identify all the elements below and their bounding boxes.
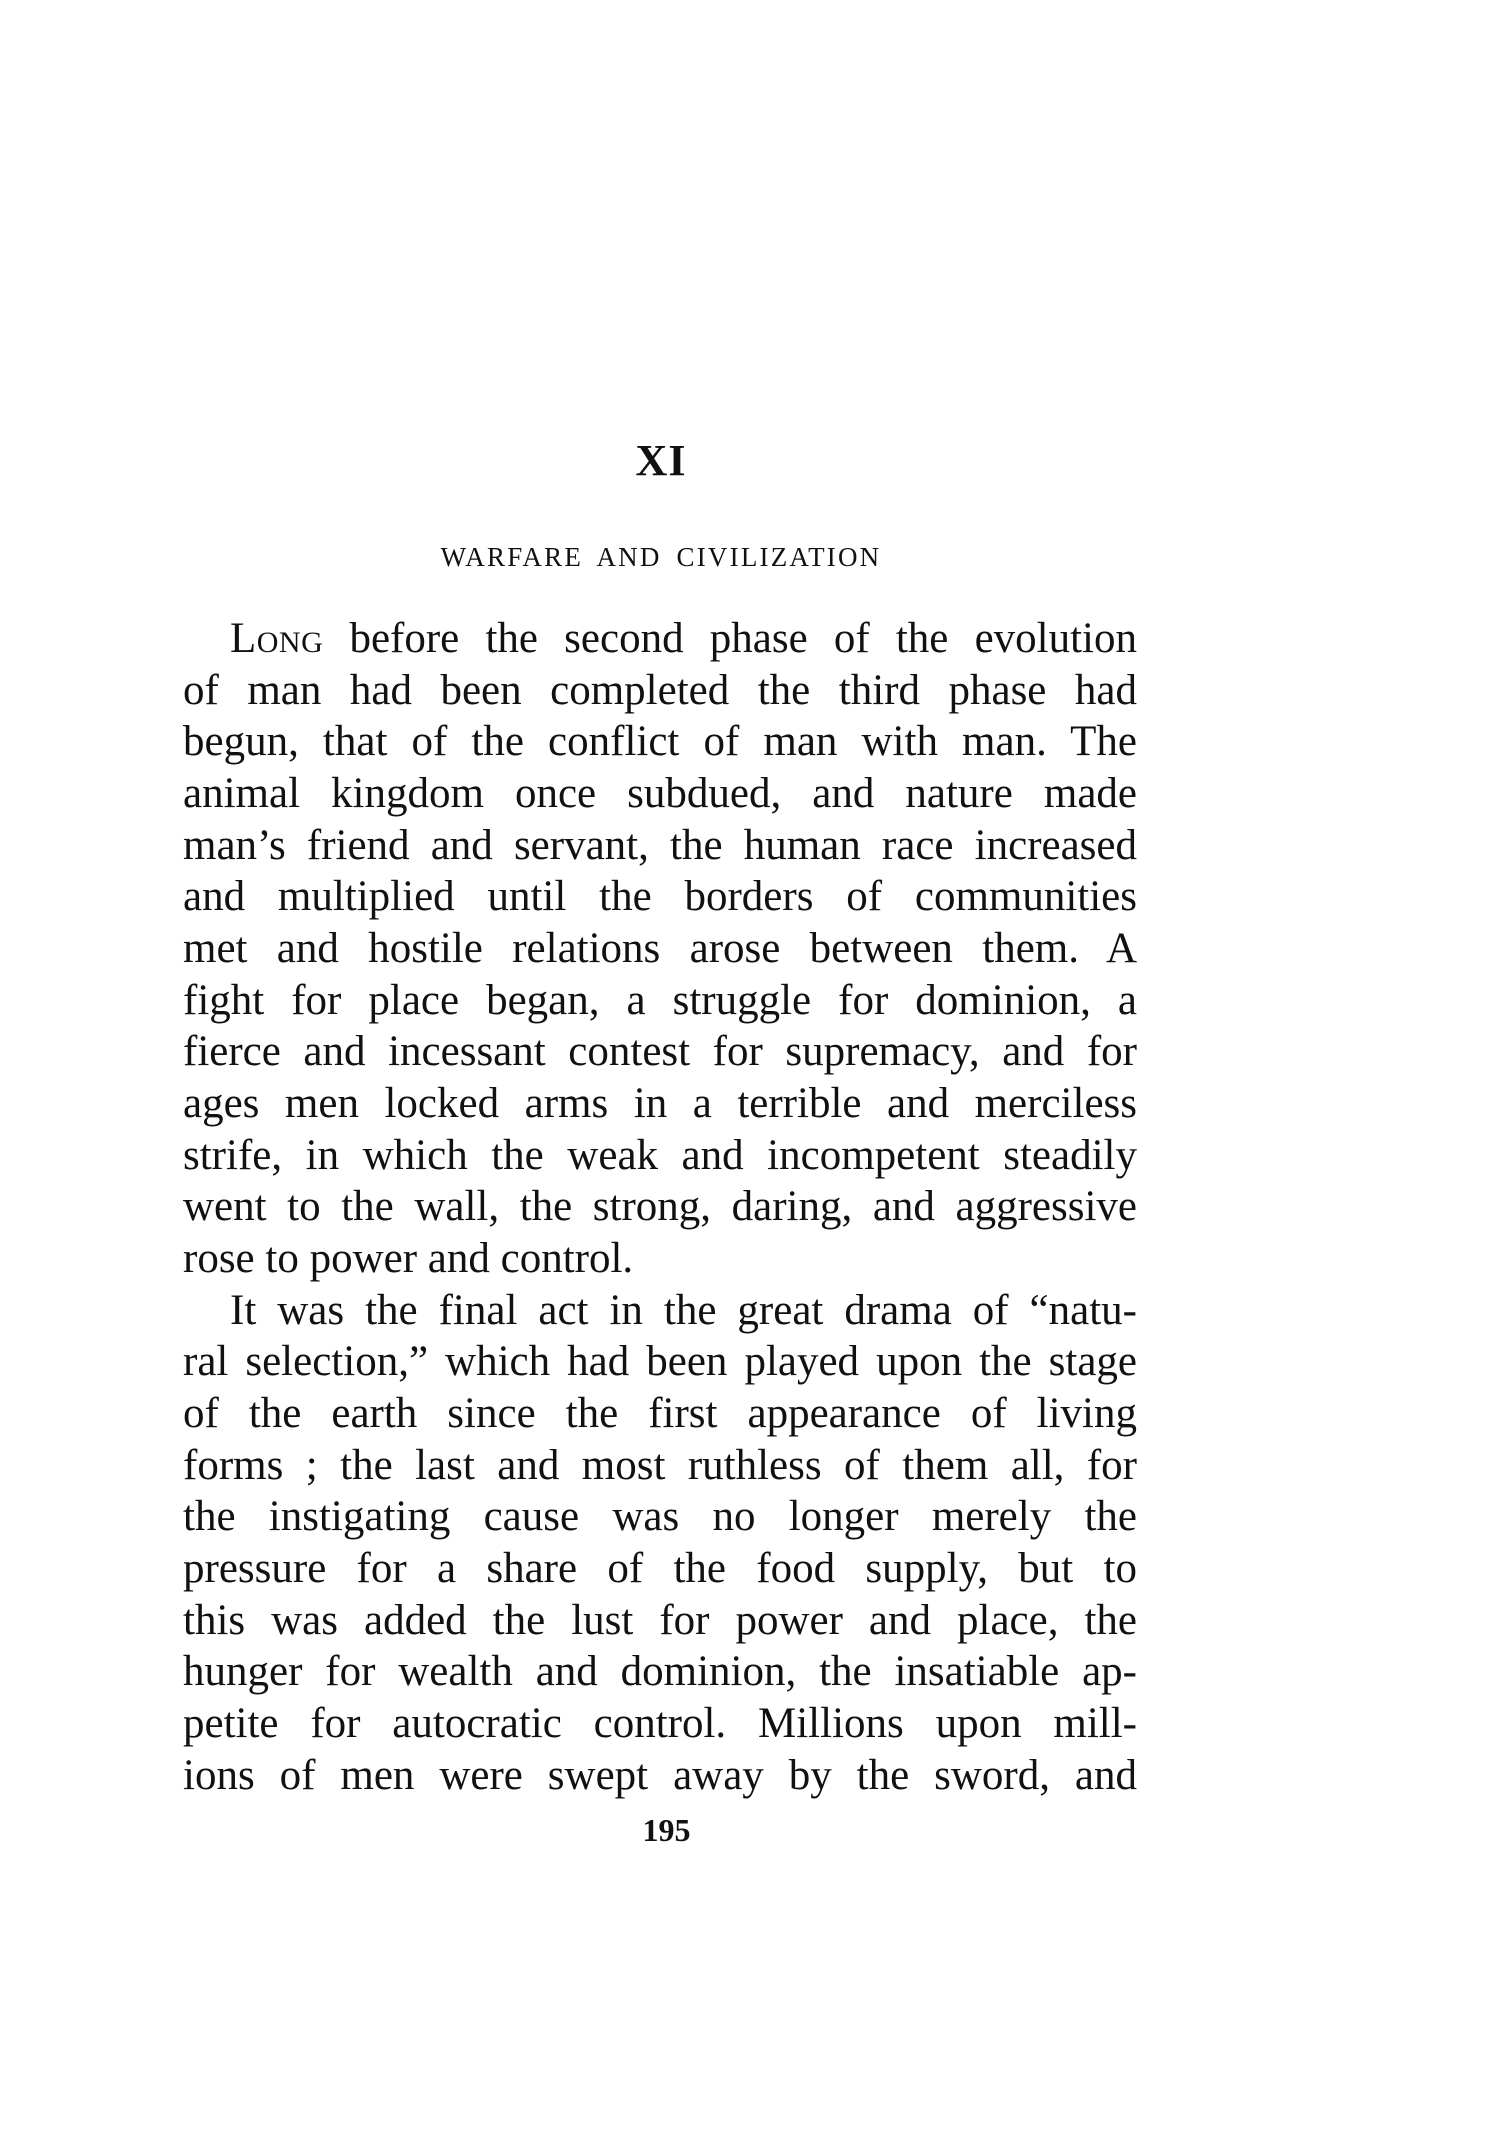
- text-line-content: before the second phase of the evolution: [323, 615, 1137, 662]
- chapter-number: XI: [635, 436, 687, 485]
- page-number: 195: [642, 1812, 691, 1848]
- text-line: ral selection,” which had been played upon the stage: [183, 1338, 1137, 1386]
- body-text: [183, 613, 1137, 1801]
- text-line: [183, 613, 1137, 665]
- drop-lead-word: Long: [230, 615, 324, 662]
- text-line: ions of men were swept away by the sword, and: [183, 1751, 1137, 1799]
- text-line: fight for place began, a struggle for dominion, a: [183, 976, 1137, 1024]
- text-line: begun, that of the conflict of man with man. The: [183, 718, 1137, 766]
- text-line: forms ; the last and most ruthless of them all, for: [183, 1441, 1137, 1489]
- text-line: ages men locked arms in a terrible and merciless: [183, 1080, 1137, 1128]
- text-line: the instigating cause was no longer merely the: [183, 1493, 1137, 1541]
- text-line: hunger for wealth and dominion, the insatiable ap-: [183, 1648, 1137, 1696]
- text-line: animal kingdom once subdued, and nature made: [183, 770, 1137, 818]
- text-line: rose to power and control.: [183, 1235, 634, 1283]
- text-line: strife, in which the weak and incompetent steadily: [183, 1131, 1137, 1179]
- text-line: fierce and incessant contest for supremacy, and for: [183, 1028, 1137, 1076]
- text-line: and multiplied until the borders of communities: [183, 873, 1137, 921]
- text-line: man’s friend and servant, the human race increased: [183, 821, 1137, 869]
- chapter-title: WARFARE AND CIVILIZATION: [440, 542, 882, 572]
- text-line: of the earth since the first appearance of living: [183, 1390, 1137, 1438]
- text-line: went to the wall, the strong, daring, and aggressive: [183, 1183, 1137, 1231]
- text-line: of man had been completed the third phase had: [183, 666, 1137, 714]
- text-line: pressure for a share of the food supply, but to: [183, 1545, 1137, 1593]
- text-line: this was added the lust for power and place, the: [183, 1596, 1137, 1644]
- text-line: It was the final act in the great drama of “natu-: [230, 1286, 1137, 1334]
- text-line: met and hostile relations arose between them. A: [183, 925, 1137, 973]
- text-line: petite for autocratic control. Millions upon mill-: [183, 1700, 1137, 1748]
